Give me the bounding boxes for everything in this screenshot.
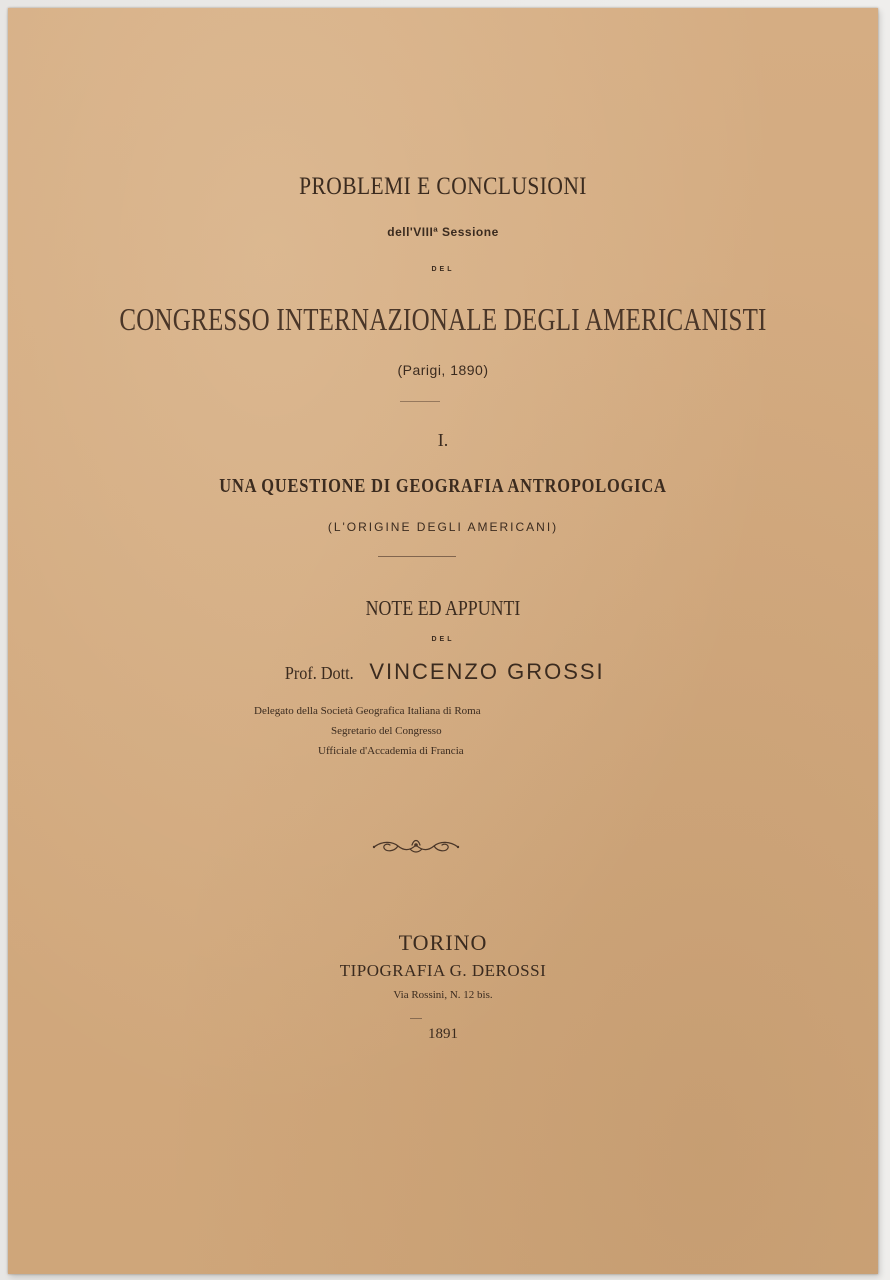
- book-cover: [8, 8, 878, 1274]
- del-label-1: DEL: [431, 266, 455, 273]
- credit-line-1: Delegato della Società Geografica Italiana di Roma: [254, 705, 481, 717]
- imprint-year: 1891: [428, 1026, 458, 1042]
- subtitle: UNA QUESTIONE DI GEOGRAFIA ANTROPOLOGICA: [219, 475, 667, 497]
- author-name: VINCENZO GROSSI: [369, 659, 605, 684]
- author-credits: [246, 701, 666, 761]
- session-line: dell'VIIIª Sessione: [387, 225, 499, 239]
- divider-rule-1: [400, 401, 440, 402]
- imprint-city: TORINO: [398, 930, 488, 955]
- imprint-printer: TIPOGRAFIA G. DEROSSI: [339, 961, 547, 980]
- credit-line-3: Ufficiale d'Accademia di Francia: [318, 745, 464, 757]
- divider-rule-3: [410, 1018, 422, 1019]
- credit-line-2: Segretario del Congresso: [331, 725, 442, 737]
- author-prefix: Prof. Dott.: [285, 663, 354, 683]
- title-line-1: PROBLEMI E CONCLUSIONI: [299, 173, 587, 200]
- scroll-flourish-icon: [368, 831, 464, 866]
- place-date: (Parigi, 1890): [397, 362, 489, 378]
- title-line-2: CONGRESSO INTERNAZIONALE DEGLI AMERICANISTI: [119, 301, 767, 337]
- del-label-2: DEL: [431, 636, 455, 643]
- divider-rule-2: [378, 556, 456, 557]
- notes-line: NOTE ED APPUNTI: [365, 596, 521, 620]
- imprint-address: Via Rossini, N. 12 bis.: [393, 989, 493, 1001]
- part-numeral: I.: [437, 430, 449, 450]
- author-line: [8, 659, 878, 685]
- subtitle-parenthetical: (L'ORIGINE DEGLI AMERICANI): [327, 520, 559, 534]
